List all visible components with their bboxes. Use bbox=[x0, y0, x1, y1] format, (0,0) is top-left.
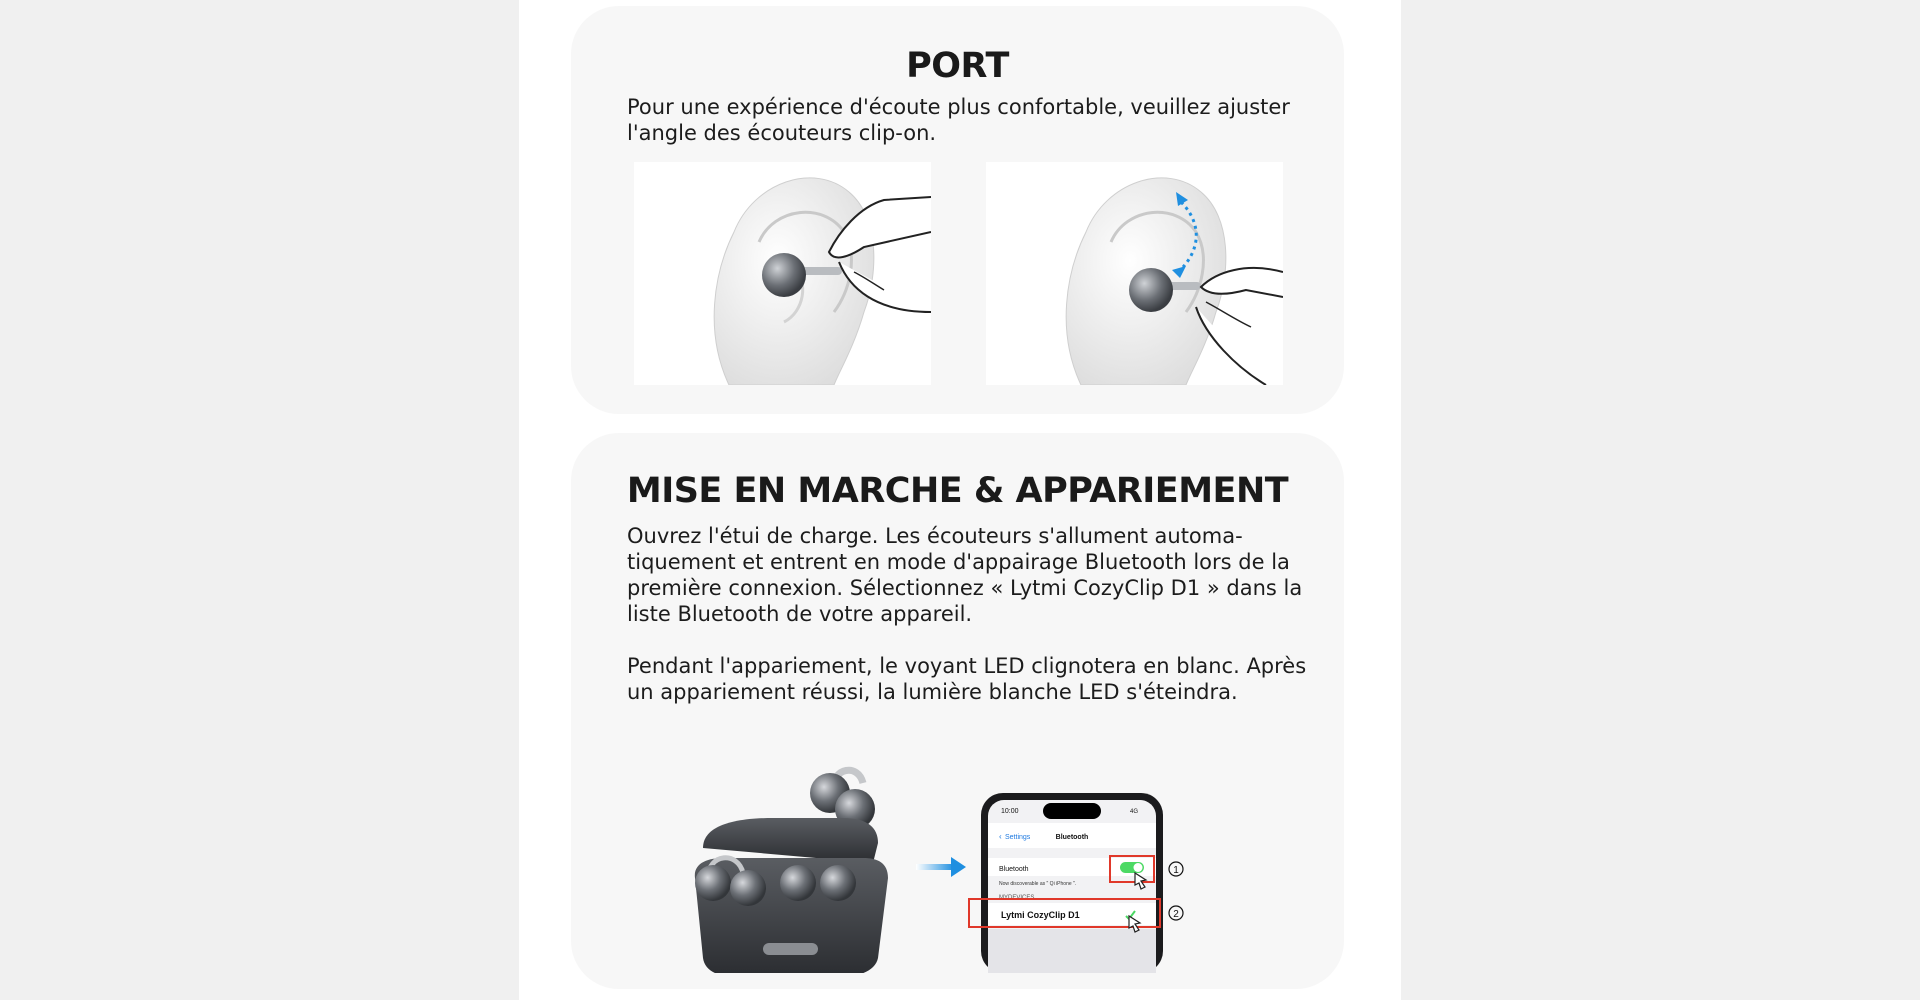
device-list-item: Lytmi CozyClip D1 bbox=[1001, 910, 1080, 920]
ear-clip-illustration-2 bbox=[986, 162, 1283, 385]
bluetooth-setting-label: Bluetooth bbox=[999, 866, 1029, 873]
step-2-marker: 2 bbox=[1173, 909, 1179, 920]
discoverable-text: Now discoverable as " Qi iPhone ". bbox=[999, 881, 1077, 887]
pairing-section bbox=[571, 433, 1344, 989]
wearing-section bbox=[571, 6, 1344, 414]
product-page bbox=[519, 0, 1401, 1000]
my-devices-header: MYDEVICES bbox=[999, 895, 1035, 901]
led-description: Pendant l'appariement, le voyant LED clignotera en blanc. Après un appariement réussi, la lumière blanche LED s'éteindra. bbox=[627, 654, 1307, 704]
section-title-port: PORT bbox=[906, 46, 1009, 86]
settings-back-link: Settings bbox=[1005, 834, 1031, 841]
bluetooth-screen-title: Bluetooth bbox=[1055, 834, 1089, 841]
arrow-icon bbox=[916, 857, 966, 877]
section-title-pairing: MISE EN MARCHE & APPARIEMENT bbox=[626, 471, 1289, 511]
svg-text:‹: ‹ bbox=[999, 832, 1002, 841]
charging-case bbox=[695, 818, 888, 973]
phone-signal: 4G bbox=[1129, 809, 1138, 815]
wearing-description: Pour une expérience d'écoute plus confortable, veuillez ajuster l'angle des écouteurs clip-on. bbox=[627, 95, 1290, 145]
phone-time: 10:00 bbox=[1001, 808, 1019, 815]
pairing-illustration bbox=[683, 733, 1223, 973]
pairing-description: Ouvrez l'étui de charge. Les écouteurs s'allument automa-tiquement et entrent en mode d'appairage Bluetooth lors de la première connexion. Sélectionnez « Lytmi CozyClip D1 » dans la liste Bluetooth de votre appareil. bbox=[627, 524, 1303, 626]
step-1-marker: 1 bbox=[1173, 865, 1179, 876]
phone-mockup bbox=[969, 793, 1183, 973]
ear-clip-illustration-1 bbox=[634, 162, 931, 385]
